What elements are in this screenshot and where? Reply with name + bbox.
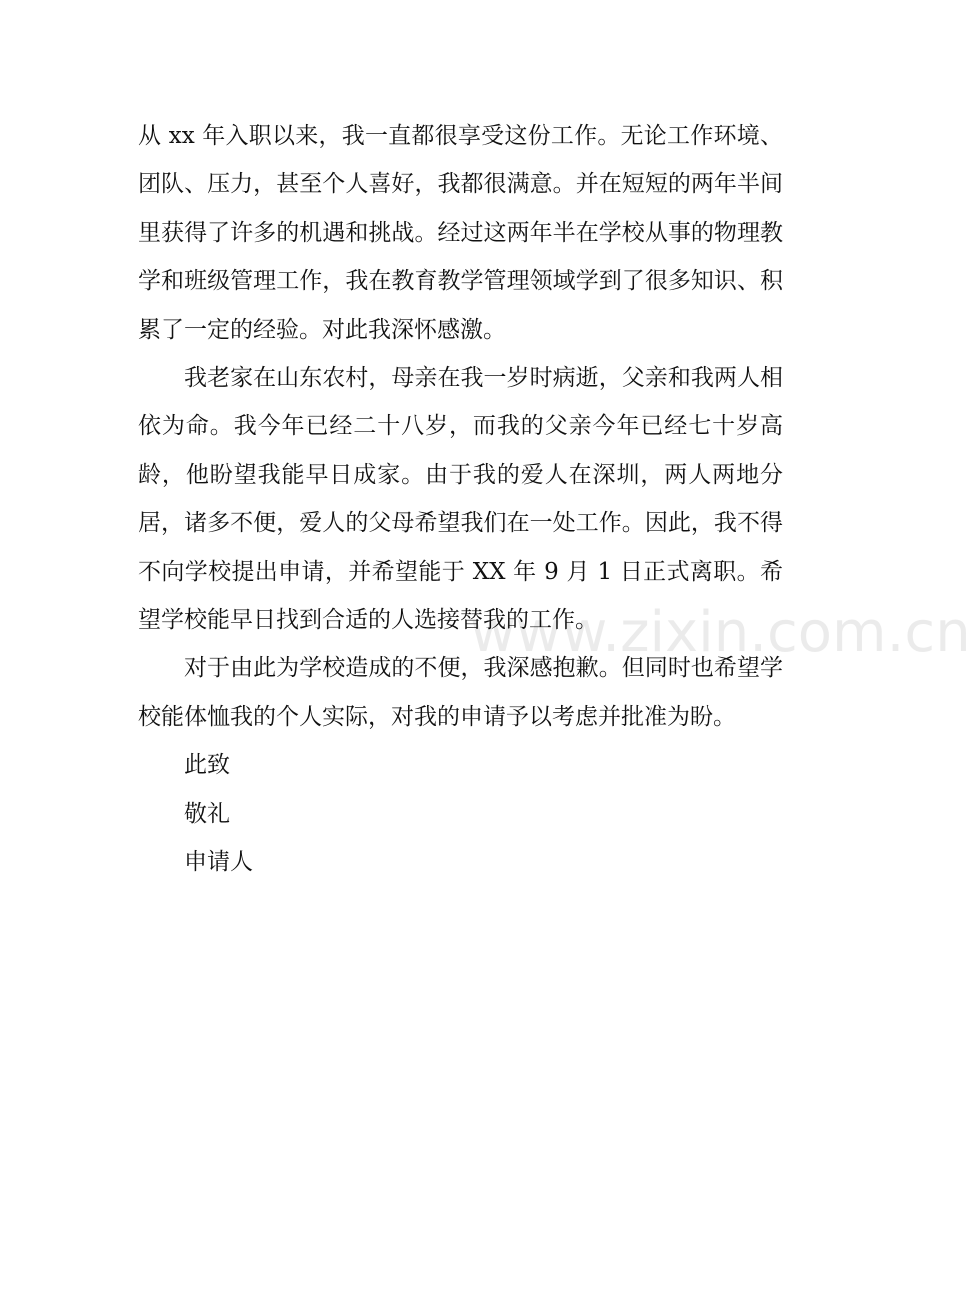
paragraph-1: 从 xx 年入职以来，我一直都很享受这份工作。无论工作环境、团队、压力，甚至个人喜好，我都很满意。并在短短的两年半间里获得了许多的机遇和挑战。经过这两年半在学校从事的物理教学和班级管理工作，我在教育教学管理领域学到了很多知识、积累了一定的经验。对此我深怀感激。 xyxy=(138,123,783,343)
signature-line: 申请人 xyxy=(184,849,253,876)
salutation-line: 敬礼 xyxy=(184,800,230,827)
paragraph-2: 我老家在山东农村，母亲在我一岁时病逝，父亲和我两人相依为命。我今年已经二十八岁，而我的父亲今年已经七十岁高龄，他盼望我能早日成家。由于我的爱人在深圳，两人两地分居，诸多不便，爱人的父母希望我们在一处工作。因此，我不得不向学校提出申请，并希望能于 XX 年 9 月 1 日正式离职。希望学校能早日找到合适的人选接替我的工作。 xyxy=(138,365,783,634)
watermark-text: www.zixin.com.cn xyxy=(470,600,971,665)
letter-body xyxy=(138,112,783,887)
closing-line: 此致 xyxy=(184,752,230,779)
paragraph-3: 对于由此为学校造成的不便，我深感抱歉。但同时也希望学校能体恤我的个人实际，对我的申请予以考虑并批准为盼。 xyxy=(138,655,783,730)
